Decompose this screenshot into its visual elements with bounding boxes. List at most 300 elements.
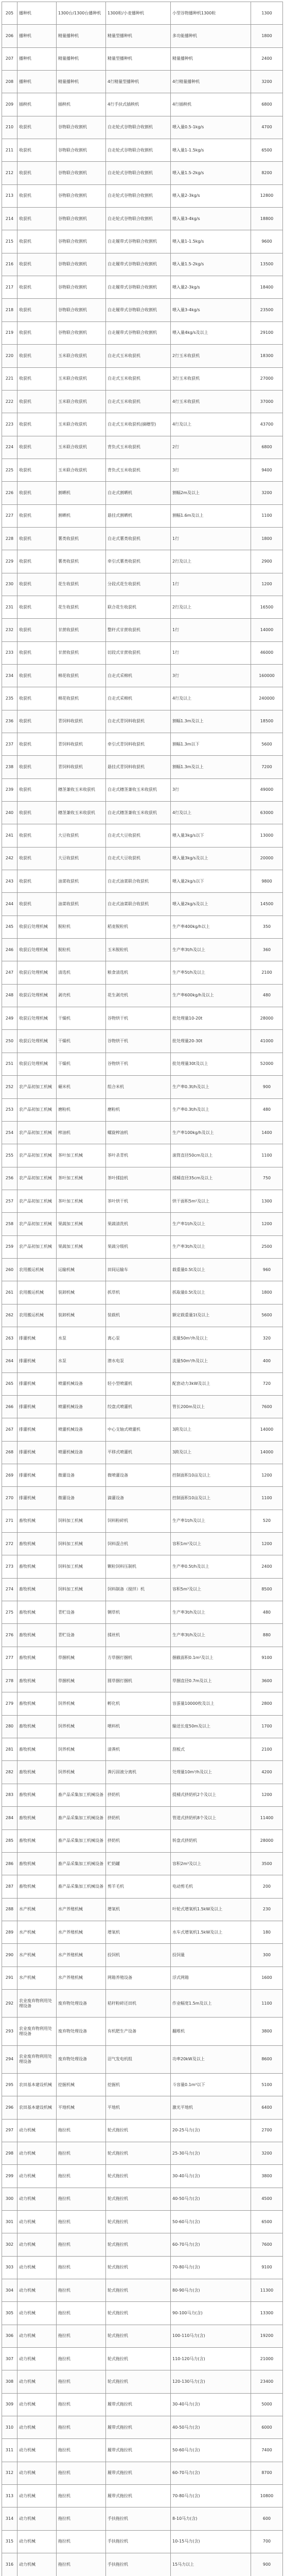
cell-category: 农产品初加工机械 xyxy=(17,1076,57,1098)
table-row xyxy=(2,1647,283,1669)
cell-serial-number: 311 xyxy=(2,2439,17,2462)
cell-serial-number: 208 xyxy=(2,71,17,93)
cell-subsidy-amount: 1100 xyxy=(251,1144,283,1167)
cell-subsidy-amount: 1100 xyxy=(251,1487,283,1510)
cell-capacity-range: 1行 xyxy=(171,573,251,596)
cell-specification: 自走式玉米收获机 xyxy=(106,367,171,390)
cell-item: 谷物联合收割机 xyxy=(57,139,106,162)
cell-category: 播种机 xyxy=(17,47,57,70)
cell-capacity-range: 揉桶直径35cm及以上 xyxy=(171,1167,251,1190)
cell-category: 农产品初加工机械 xyxy=(17,1144,57,1167)
cell-subsidy-amount: 23400 xyxy=(251,2370,283,2393)
cell-specification: 履带式拖拉机 xyxy=(106,2416,171,2439)
cell-capacity-range: 喂入量2kg/s以下 xyxy=(171,870,251,893)
table-row xyxy=(2,345,283,367)
cell-serial-number: 274 xyxy=(2,1578,17,1601)
cell-item: 拖拉机 xyxy=(57,2325,106,2347)
cell-item: 废弃物处理设备 xyxy=(57,1989,106,2017)
cell-serial-number: 251 xyxy=(2,1053,17,1075)
cell-item: 拖拉机 xyxy=(57,2119,106,2142)
cell-serial-number: 229 xyxy=(2,550,17,573)
cell-specification: 轮式拖拉机 xyxy=(106,2279,171,2302)
cell-serial-number: 224 xyxy=(2,436,17,459)
table-row xyxy=(2,2416,283,2439)
cell-capacity-range: 4行精量播种机 xyxy=(171,71,251,93)
cell-capacity-range: 2行 xyxy=(171,436,251,459)
cell-serial-number: 217 xyxy=(2,276,17,299)
cell-category: 收获后处理机械 xyxy=(17,939,57,961)
cell-specification: 中心支轴式喷灌机 xyxy=(106,1418,171,1441)
table-row xyxy=(2,276,283,299)
cell-category: 农产品初加工机械 xyxy=(17,1235,57,1258)
cell-capacity-range: 生产率1t/h及以上 xyxy=(171,1213,251,1235)
cell-subsidy-amount: 880 xyxy=(251,1624,283,1647)
table-row xyxy=(2,1715,283,1738)
cell-capacity-range: 15马力以上 xyxy=(171,2553,251,2576)
cell-specification: 装载机 xyxy=(106,1304,171,1327)
cell-subsidy-amount: 12800 xyxy=(251,184,283,207)
cell-subsidy-amount: 720 xyxy=(251,1372,283,1395)
cell-capacity-range: 4行及以上 xyxy=(171,687,251,710)
cell-capacity-range: 3行 xyxy=(171,459,251,481)
table-row xyxy=(2,664,283,687)
cell-specification: 切段式甘蔗收获机 xyxy=(106,641,171,664)
cell-subsidy-amount: 2500 xyxy=(251,1235,283,1258)
table-row xyxy=(2,482,283,504)
cell-serial-number: 303 xyxy=(2,2256,17,2279)
cell-specification: 微喷灌设备 xyxy=(106,1464,171,1487)
cell-serial-number: 206 xyxy=(2,25,17,47)
cell-item: 畜产品采集加工机械设备 xyxy=(57,1807,106,1829)
cell-capacity-range: 3行 xyxy=(171,778,251,801)
cell-serial-number: 284 xyxy=(2,1807,17,1829)
cell-capacity-range: 割幅1.6m及以上 xyxy=(171,504,251,527)
cell-subsidy-amount: 300 xyxy=(251,1944,283,1967)
table-row xyxy=(2,230,283,253)
cell-capacity-range: 管道式挤奶机8个及以上 xyxy=(171,1807,251,1829)
table-row xyxy=(2,619,283,641)
cell-category: 动力机械 xyxy=(17,2325,57,2347)
cell-capacity-range: 喂入量2-3kg/s xyxy=(171,184,251,207)
cell-capacity-range: 4行及以上 xyxy=(171,802,251,824)
cell-specification: 整秆式甘蔗收获机 xyxy=(106,619,171,641)
table-row xyxy=(2,390,283,413)
cell-serial-number: 272 xyxy=(2,1533,17,1555)
cell-specification: 田间运输车 xyxy=(106,1258,171,1281)
cell-capacity-range: 喂入量3-4kg/s xyxy=(171,208,251,230)
cell-subsidy-amount: 14500 xyxy=(251,893,283,916)
cell-capacity-range: 浮式网箱 xyxy=(171,1967,251,1989)
cell-serial-number: 273 xyxy=(2,1555,17,1578)
cell-specification: 粪污固液分离机 xyxy=(106,1761,171,1784)
cell-subsidy-amount: 750 xyxy=(251,1167,283,1190)
cell-item: 喷灌机械设备 xyxy=(57,1441,106,1464)
cell-capacity-range: 120-130马力(含) xyxy=(171,2370,251,2393)
cell-item: 油菜收获机 xyxy=(57,893,106,916)
cell-category: 农田基本建设机械 xyxy=(17,2073,57,2096)
table-row xyxy=(2,984,283,1007)
cell-capacity-range: 批处理量10-20t xyxy=(171,1007,251,1030)
cell-specification: 自走轮式谷物联合收割机 xyxy=(106,208,171,230)
cell-item: 微灌设备 xyxy=(57,1464,106,1487)
table-row xyxy=(2,1829,283,1852)
cell-serial-number: 300 xyxy=(2,2188,17,2210)
table-row xyxy=(2,824,283,847)
cell-subsidy-amount: 240000 xyxy=(251,687,283,710)
cell-category: 畜牧机械 xyxy=(17,1578,57,1601)
cell-capacity-range: 4行及以上 xyxy=(171,413,251,436)
cell-capacity-range: 翻堆机 xyxy=(171,2018,251,2045)
cell-subsidy-amount: 6500 xyxy=(251,2211,283,2233)
cell-item: 水泵 xyxy=(57,1327,106,1349)
cell-specification: 轮式拖拉机 xyxy=(106,2302,171,2325)
cell-item: 水泵 xyxy=(57,1350,106,1372)
cell-specification: 轮式拖拉机 xyxy=(106,2370,171,2393)
cell-specification: 自走式穗茎兼收玉米收获机 xyxy=(106,802,171,824)
cell-serial-number: 276 xyxy=(2,1624,17,1647)
cell-serial-number: 307 xyxy=(2,2348,17,2370)
cell-specification: 铡草机 xyxy=(106,1601,171,1624)
cell-subsidy-amount: 3200 xyxy=(251,71,283,93)
cell-item: 草捆机械 xyxy=(57,1670,106,1692)
cell-capacity-range: 30-40马力(含) xyxy=(171,2393,251,2416)
cell-subsidy-amount: 900 xyxy=(251,1076,283,1098)
table-row xyxy=(2,93,283,116)
table-row xyxy=(2,2256,283,2279)
cell-capacity-range: 40-50马力(含) xyxy=(171,2188,251,2210)
cell-specification: 轻小型喷灌机 xyxy=(106,1372,171,1395)
cell-serial-number: 240 xyxy=(2,802,17,824)
cell-capacity-range: 流量50m³/h及以上 xyxy=(171,1327,251,1349)
subsidy-price-table xyxy=(2,2,283,2576)
table-row xyxy=(2,25,283,47)
table-row xyxy=(2,139,283,162)
cell-capacity-range: 额定载重量1t及以上 xyxy=(171,1304,251,1327)
cell-category: 农用搬运机械 xyxy=(17,1281,57,1304)
cell-capacity-range: 喂入量3kg/s及以上 xyxy=(171,847,251,870)
table-row xyxy=(2,756,283,778)
table-row xyxy=(2,2073,283,2096)
cell-category: 动力机械 xyxy=(17,2393,57,2416)
cell-capacity-range: 喂入量1.5-2kg/s xyxy=(171,253,251,276)
cell-serial-number: 216 xyxy=(2,253,17,276)
cell-specification: 沼气发电机组 xyxy=(106,2045,171,2073)
cell-item: 大豆收获机 xyxy=(57,824,106,847)
cell-category: 畜牧机械 xyxy=(17,1647,57,1669)
cell-item: 谷物联合收割机 xyxy=(57,162,106,184)
cell-category: 畜牧机械 xyxy=(17,1875,57,1898)
cell-specification: 轮式拖拉机 xyxy=(106,2325,171,2347)
cell-subsidy-amount: 480 xyxy=(251,984,283,1007)
cell-item: 喷灌机械设备 xyxy=(57,1418,106,1441)
cell-category: 水产机械 xyxy=(17,1921,57,1943)
cell-serial-number: 275 xyxy=(2,1601,17,1624)
cell-subsidy-amount: 21000 xyxy=(251,2348,283,2370)
cell-serial-number: 260 xyxy=(2,1258,17,1281)
cell-capacity-range: 喂入量2-3kg/s xyxy=(171,276,251,299)
table-row xyxy=(2,1624,283,1647)
cell-item: 玉米联合收获机 xyxy=(57,413,106,436)
cell-category: 农产品初加工机械 xyxy=(17,1098,57,1121)
cell-capacity-range: 输送长度50m及以上 xyxy=(171,1715,251,1738)
cell-item: 穗茎兼收玉米收获机 xyxy=(57,802,106,824)
cell-item: 剥壳机 xyxy=(57,984,106,1007)
cell-subsidy-amount: 6000 xyxy=(251,2416,283,2439)
cell-item: 拖拉机 xyxy=(57,2165,106,2188)
cell-specification: 果蔬分级机 xyxy=(106,1235,171,1258)
cell-item: 茶叶加工机械 xyxy=(57,1144,106,1167)
cell-specification: 自走式玉米收获机 xyxy=(106,390,171,413)
table-row xyxy=(2,1327,283,1349)
cell-category: 农业废弃物利用处理设备 xyxy=(17,2018,57,2045)
cell-serial-number: 314 xyxy=(2,2507,17,2530)
cell-subsidy-amount: 13500 xyxy=(251,253,283,276)
cell-subsidy-amount: 19200 xyxy=(251,2325,283,2347)
cell-specification: 自走式玉米收获机(摘穗型) xyxy=(106,413,171,436)
cell-serial-number: 306 xyxy=(2,2325,17,2347)
cell-category: 收获机 xyxy=(17,345,57,367)
cell-subsidy-amount: 2400 xyxy=(251,1555,283,1578)
cell-item: 精量播种机 xyxy=(57,71,106,93)
table-row xyxy=(2,184,283,207)
cell-capacity-range: 20-25马力(含) xyxy=(171,2119,251,2142)
cell-specification: 自走式割晒机 xyxy=(106,482,171,504)
table-row xyxy=(2,1235,283,1258)
cell-specification: 精量型播种机 xyxy=(106,25,171,47)
cell-serial-number: 244 xyxy=(2,893,17,916)
cell-item: 割晒机 xyxy=(57,482,106,504)
table-row xyxy=(2,1258,283,1281)
cell-serial-number: 263 xyxy=(2,1327,17,1349)
cell-serial-number: 290 xyxy=(2,1944,17,1967)
cell-item: 水产养殖机械 xyxy=(57,1898,106,1921)
cell-item: 薯类收获机 xyxy=(57,550,106,573)
cell-item: 平地机械 xyxy=(57,2096,106,2119)
cell-subsidy-amount: 480 xyxy=(251,1098,283,1121)
table-row xyxy=(2,1213,283,1235)
cell-specification: 牵引式青饲料收获机 xyxy=(106,733,171,756)
cell-item: 饲养机械 xyxy=(57,1738,106,1761)
cell-serial-number: 221 xyxy=(2,367,17,390)
cell-specification: 贮奶罐 xyxy=(106,1852,171,1875)
table-row xyxy=(2,1601,283,1624)
cell-subsidy-amount: 46000 xyxy=(251,641,283,664)
cell-capacity-range: 功率20kW及以上 xyxy=(171,2045,251,2073)
cell-capacity-range: 批处理量20-30t xyxy=(171,1030,251,1053)
cell-category: 收获机 xyxy=(17,390,57,413)
cell-specification: 自走轮式谷物联合收割机 xyxy=(106,184,171,207)
cell-item: 果蔬加工机械 xyxy=(57,1235,106,1258)
cell-subsidy-amount: 2100 xyxy=(251,961,283,984)
cell-specification: 茶叶杀青机 xyxy=(106,1144,171,1167)
cell-serial-number: 209 xyxy=(2,93,17,116)
table-row xyxy=(2,47,283,70)
cell-capacity-range: 生产率3t/h及以上 xyxy=(171,939,251,961)
cell-subsidy-amount: 9600 xyxy=(251,230,283,253)
cell-subsidy-amount: 9100 xyxy=(251,2256,283,2279)
cell-serial-number: 261 xyxy=(2,1281,17,1304)
cell-item: 茶叶加工机械 xyxy=(57,1190,106,1212)
table-row xyxy=(2,2096,283,2119)
cell-item: 甘蔗收获机 xyxy=(57,641,106,664)
cell-item: 饲料加工机械 xyxy=(57,1578,106,1601)
cell-item: 花生收获机 xyxy=(57,573,106,596)
cell-subsidy-amount: 2900 xyxy=(251,550,283,573)
cell-item: 拖拉机 xyxy=(57,2462,106,2484)
table-row xyxy=(2,733,283,756)
table-row xyxy=(2,527,283,550)
cell-category: 动力机械 xyxy=(17,2507,57,2530)
cell-subsidy-amount: 7400 xyxy=(251,2439,283,2462)
cell-category: 畜牧机械 xyxy=(17,1692,57,1715)
cell-specification: 轮式拖拉机 xyxy=(106,2348,171,2370)
cell-category: 收获机 xyxy=(17,756,57,778)
cell-category: 排灌机械 xyxy=(17,1441,57,1464)
cell-category: 排灌机械 xyxy=(17,1372,57,1395)
cell-capacity-range: 斗容量0.1m³以下 xyxy=(171,2073,251,2096)
cell-subsidy-amount: 14000 xyxy=(251,1418,283,1441)
table-row xyxy=(2,573,283,596)
cell-serial-number: 243 xyxy=(2,870,17,893)
cell-subsidy-amount: 180 xyxy=(251,1921,283,1943)
cell-subsidy-amount: 9400 xyxy=(251,459,283,481)
cell-capacity-range: 生产率0.5t/h及以上 xyxy=(171,1555,251,1578)
cell-capacity-range: 3跨及以上 xyxy=(171,1418,251,1441)
cell-specification: 谷物烘干机 xyxy=(106,1007,171,1030)
cell-capacity-range: 生产率3t/h及以上 xyxy=(171,1235,251,1258)
cell-serial-number: 278 xyxy=(2,1670,17,1692)
cell-subsidy-amount: 1100 xyxy=(251,1989,283,2017)
cell-serial-number: 254 xyxy=(2,1121,17,1144)
cell-category: 畜牧机械 xyxy=(17,1555,57,1578)
cell-serial-number: 283 xyxy=(2,1784,17,1806)
cell-specification: 方草捆打捆机 xyxy=(106,1647,171,1669)
cell-category: 收获机 xyxy=(17,527,57,550)
cell-item: 谷物联合收割机 xyxy=(57,116,106,139)
cell-specification: 手扶拖拉机 xyxy=(106,2553,171,2576)
cell-category: 收获机 xyxy=(17,116,57,139)
cell-serial-number: 252 xyxy=(2,1076,17,1098)
cell-subsidy-amount: 1200 xyxy=(251,573,283,596)
cell-serial-number: 222 xyxy=(2,390,17,413)
cell-specification: 自走式油菜联合收获机 xyxy=(106,893,171,916)
cell-serial-number: 262 xyxy=(2,1304,17,1327)
cell-item: 插秧机 xyxy=(57,93,106,116)
cell-capacity-range: 喂入量3kg/s以下 xyxy=(171,824,251,847)
cell-item: 青饲料收获机 xyxy=(57,710,106,733)
cell-specification: 轮式拖拉机 xyxy=(106,2165,171,2188)
cell-serial-number: 294 xyxy=(2,2045,17,2073)
cell-serial-number: 211 xyxy=(2,139,17,162)
table-row xyxy=(2,2045,283,2073)
cell-specification: 履带式拖拉机 xyxy=(106,2393,171,2416)
table-row xyxy=(2,1190,283,1212)
cell-category: 收获机 xyxy=(17,184,57,207)
cell-capacity-range: 2行玉米收获机 xyxy=(171,345,251,367)
cell-category: 排灌机械 xyxy=(17,1350,57,1372)
cell-specification: 自走式穗茎兼收玉米收获机 xyxy=(106,778,171,801)
table-row xyxy=(2,1372,283,1395)
cell-item: 谷物联合收割机 xyxy=(57,230,106,253)
cell-subsidy-amount: 11300 xyxy=(251,2279,283,2302)
table-row xyxy=(2,1875,283,1898)
cell-specification: 精量型播种机 xyxy=(106,47,171,70)
cell-specification: 螺旋榨油机 xyxy=(106,1121,171,1144)
cell-serial-number: 279 xyxy=(2,1692,17,1715)
cell-specification: 喂料机 xyxy=(106,1715,171,1738)
cell-subsidy-amount: 400 xyxy=(251,1350,283,1372)
cell-specification: 粮食清选机 xyxy=(106,961,171,984)
table-row xyxy=(2,2233,283,2256)
cell-serial-number: 258 xyxy=(2,1213,17,1235)
cell-serial-number: 242 xyxy=(2,847,17,870)
cell-serial-number: 225 xyxy=(2,459,17,481)
cell-item: 微灌设备 xyxy=(57,1487,106,1510)
cell-specification: 剪羊毛机 xyxy=(106,1875,171,1898)
table-row xyxy=(2,1304,283,1327)
cell-capacity-range: 生产率0.3t/h及以上 xyxy=(171,1098,251,1121)
cell-item: 拖拉机 xyxy=(57,2142,106,2164)
cell-item: 青饲料收获机 xyxy=(57,733,106,756)
cell-category: 畜牧机械 xyxy=(17,1715,57,1738)
cell-serial-number: 304 xyxy=(2,2279,17,2302)
cell-capacity-range: 3跨及以上 xyxy=(171,1441,251,1464)
cell-category: 收获机 xyxy=(17,413,57,436)
cell-category: 播种机 xyxy=(17,2,57,25)
cell-capacity-range: 投饲量 xyxy=(171,1944,251,1967)
cell-category: 插秧机 xyxy=(17,93,57,116)
cell-subsidy-amount: 10800 xyxy=(251,2485,283,2507)
cell-serial-number: 231 xyxy=(2,596,17,618)
table-row xyxy=(2,1441,283,1464)
cell-capacity-range: 小型谷物播种机1300粒 xyxy=(171,2,251,25)
cell-category: 收获机 xyxy=(17,367,57,390)
cell-specification: 悬挂式青饲料收获机 xyxy=(106,756,171,778)
cell-serial-number: 271 xyxy=(2,1510,17,1532)
cell-serial-number: 310 xyxy=(2,2416,17,2439)
cell-capacity-range: 80-90马力(含) xyxy=(171,2279,251,2302)
cell-item: 玉米联合收获机 xyxy=(57,345,106,367)
cell-subsidy-amount: 13000 xyxy=(251,824,283,847)
cell-item: 拖拉机 xyxy=(57,2530,106,2553)
cell-capacity-range: 25-30马力(含) xyxy=(171,2142,251,2164)
cell-category: 畜牧机械 xyxy=(17,1601,57,1624)
cell-item: 拖拉机 xyxy=(57,2416,106,2439)
cell-item: 畜产品采集加工机械设备 xyxy=(57,1829,106,1852)
cell-subsidy-amount: 1200 xyxy=(251,1533,283,1555)
cell-subsidy-amount: 28000 xyxy=(251,1007,283,1030)
cell-category: 收获机 xyxy=(17,139,57,162)
cell-specification: 茶叶烘干机 xyxy=(106,1190,171,1212)
cell-capacity-range: 载重量0.5t及以上 xyxy=(171,1258,251,1281)
cell-specification: 牵引式薯类收获机 xyxy=(106,550,171,573)
cell-capacity-range: 生产率3t/h及以上 xyxy=(171,1601,251,1624)
cell-subsidy-amount: 23500 xyxy=(251,299,283,321)
cell-specification: 增氧机 xyxy=(106,1898,171,1921)
cell-serial-number: 302 xyxy=(2,2233,17,2256)
cell-subsidy-amount: 2100 xyxy=(251,1738,283,1761)
cell-item: 饲料加工机械 xyxy=(57,1510,106,1532)
cell-category: 动力机械 xyxy=(17,2119,57,2142)
cell-specification: 手扶拖拉机 xyxy=(106,2507,171,2530)
table-row xyxy=(2,1098,283,1121)
cell-category: 畜牧机械 xyxy=(17,1761,57,1784)
cell-serial-number: 270 xyxy=(2,1487,17,1510)
cell-item: 喷灌机械设备 xyxy=(57,1395,106,1418)
cell-item: 玉米联合收获机 xyxy=(57,436,106,459)
cell-category: 农业废弃物利用处理设备 xyxy=(17,2045,57,2073)
cell-serial-number: 297 xyxy=(2,2119,17,2142)
